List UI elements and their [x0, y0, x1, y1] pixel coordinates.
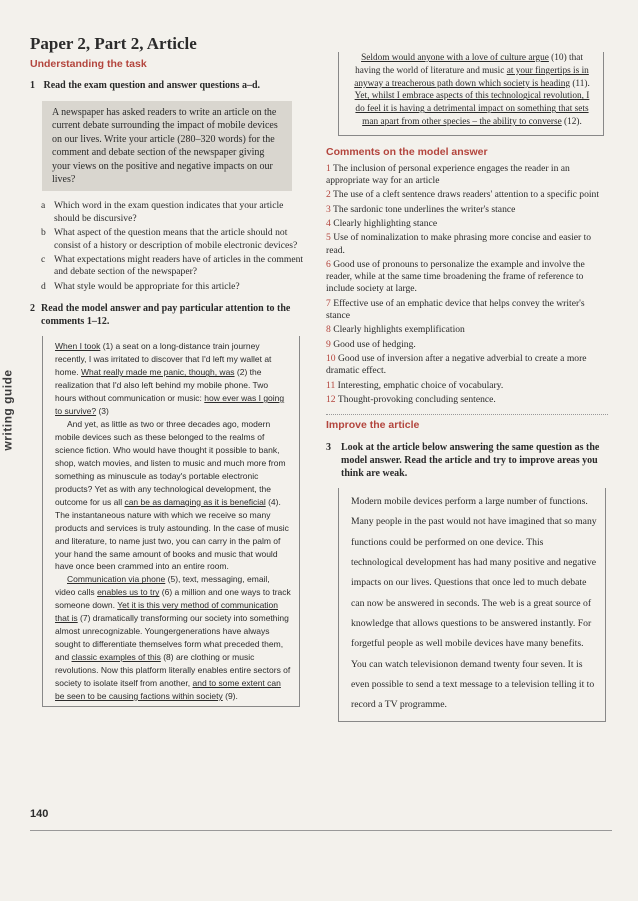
comment-item — [326, 218, 608, 230]
sub-question-c: c What expectations might readers have of articles in the comment and debate section of the newspaper? — [41, 254, 304, 278]
question-3-text: Look at the article below answering the same question as the model answer. Read the article and try to improve areas you think are weak. — [341, 442, 600, 480]
comment-item — [326, 189, 608, 201]
comment-text: Good use of hedging. — [333, 338, 416, 350]
comment-item — [326, 394, 608, 406]
question-1 — [30, 79, 310, 92]
comment-text: Clearly highlighting stance — [333, 217, 438, 229]
comment-item — [326, 298, 608, 323]
comment-item — [326, 353, 608, 378]
article-continued: Seldom would anyone with a love of culture argue (10) that having the world of literature and music at your fingertips is in anyway a treacherous path down which society is heading (11). Yet, whilst I embrace aspects of this technological revolution, I do feel it is having a detrimental impact on something that sets man apart from other species – the ability to converse (12). — [338, 52, 604, 136]
sub-question-a: a Which word in the exam question indicates that your article should be discursive? — [41, 200, 284, 224]
comment-number: 11 — [326, 379, 336, 391]
comment-text: Interesting, emphatic choice of vocabulary. — [337, 379, 504, 391]
divider — [326, 414, 608, 415]
comment-item — [326, 324, 608, 336]
comment-item — [326, 339, 608, 351]
question-1-number: 1 — [30, 80, 35, 91]
comment-number: 7 — [326, 297, 331, 309]
comment-number: 12 — [326, 393, 336, 405]
comment-text: Use of nominalization to make phrasing more concise and easier to read. — [326, 232, 592, 256]
right-column — [326, 52, 608, 722]
comment-item — [326, 232, 608, 257]
question-2-number: 2 — [30, 303, 35, 315]
comment-text: Good use of inversion after a negative adverbial to create a more dramatic effect. — [326, 352, 587, 377]
comment-item — [326, 204, 608, 216]
page-number: 140 — [30, 808, 49, 820]
comment-text: Effective use of an emphatic device that helps convey the writer's stance — [326, 297, 585, 322]
question-2-text: Read the model answer and pay particular attention to the comments 1–12. — [41, 303, 291, 328]
comment-number: 8 — [326, 324, 331, 336]
comment-text: The sardonic tone underlines the writer's stance — [333, 203, 516, 215]
comment-text: The inclusion of personal experience engages the reader in an appropriate way for an article — [326, 162, 570, 187]
comment-number: 9 — [326, 338, 331, 350]
article-paragraph-3: Communication via phone (5), text, messaging, email, video calls enables us to try (6) a million and one ways to track someone down. Yet it is this very method of communication that is (7) dramatically transforming our society into something almost unrecognizable. Youngergenerations have always sought to differentiate themselves form what preceded them, and classic examples of this (8) are clothing or music revolutions. Now this platform literally enables entire sectors of society to isolate itself from another, and to some extent can be seen to be causing factions within society (9). — [55, 574, 291, 702]
article-paragraph-1: When I took (1) a seat on a long-distance train journey recently, I was irritated to discover that I'd left my wallet at home. What really made me panic, though, was (2) the realization that I'd also left behind my mobile phone. Two hours without communication or music: how ever was I going to survive? (3) — [55, 341, 285, 417]
comments-list — [326, 163, 608, 406]
comment-number: 1 — [326, 162, 331, 174]
question-2 — [30, 302, 310, 328]
comment-text: The use of a cleft sentence draws readers' attention to a specific point — [333, 189, 600, 201]
improve-heading: Improve the article — [326, 419, 420, 432]
side-tab — [0, 350, 16, 470]
comment-item — [326, 163, 608, 188]
article-paragraph-2: And yet, as little as two or three decades ago, modern mobile devices such as these belonged to the realms of science fiction. Who would have thought it possible to bank, shop, watch movies, and listen to music and much more from something as minuscule as today's portable electronic products? Yet as with any technological development, the outcome for us all can be as damaging as it is beneficial (4). The instantaneous nature with which we receive so many products and services is truly astounding. In the case of music and literature, to name just two, you can carry in the palm of your hand the same amount of books and music that would have once been crammed into an entire room. — [55, 419, 289, 572]
sub-question-b: b What aspect of the question means that the article should not consist of a history or description of mobile electronic devices? — [41, 227, 298, 251]
page-title: Paper 2, Part 2, Article — [30, 34, 197, 53]
comment-number: 5 — [326, 232, 331, 244]
side-tab-label: writing guide — [1, 369, 16, 451]
comment-item — [326, 380, 608, 392]
comment-number: 2 — [326, 189, 331, 201]
task-box: A newspaper has asked readers to write an article on the current debate surrounding the impact of mobile devices on our lives. Write your article (280–320 words) for the comment and debate section of the newspaper giving your views on the positive and negative impacts on our lives? — [42, 101, 292, 191]
comment-number: 3 — [326, 203, 331, 215]
model-article — [42, 336, 300, 707]
comment-number: 4 — [326, 217, 331, 229]
question-3 — [326, 441, 608, 480]
understanding-heading: Understanding the task — [30, 58, 147, 70]
comments-heading: Comments on the model answer — [326, 145, 488, 158]
comment-item — [326, 259, 608, 296]
comment-number: 6 — [326, 258, 331, 270]
weak-article: Modern mobile devices perform a large number of functions. Many people in the past would not have imagined that so many functions could be performed on one device. This technological development has had many positive and negative impacts on our lives. Questions that once led to much debate can now be answered in seconds. The web is a great source of knowledge that allows questions to be answered instantly. For forgetful people as well mobile devices have many benefits. You can watch televisionon demand twenty four seven. It is even possible to send a text message to a television telling it to record a TV programme. — [338, 488, 606, 722]
bottom-rule — [30, 830, 612, 831]
question-3-number: 3 — [326, 442, 331, 454]
comment-number: 10 — [326, 352, 336, 364]
comment-text: Thought-provoking concluding sentence. — [337, 393, 496, 405]
left-column — [30, 58, 310, 707]
question-1-text: Read the exam question and answer questions a–d. — [43, 80, 261, 91]
comment-text: Clearly highlights exemplification — [333, 324, 465, 336]
sub-question-d: d What style would be appropriate for this article? — [41, 280, 240, 292]
comment-text: Good use of pronouns to personalize the example and involve the reader, while at the same time broadening the frame of reference to include society at large. — [326, 258, 585, 295]
